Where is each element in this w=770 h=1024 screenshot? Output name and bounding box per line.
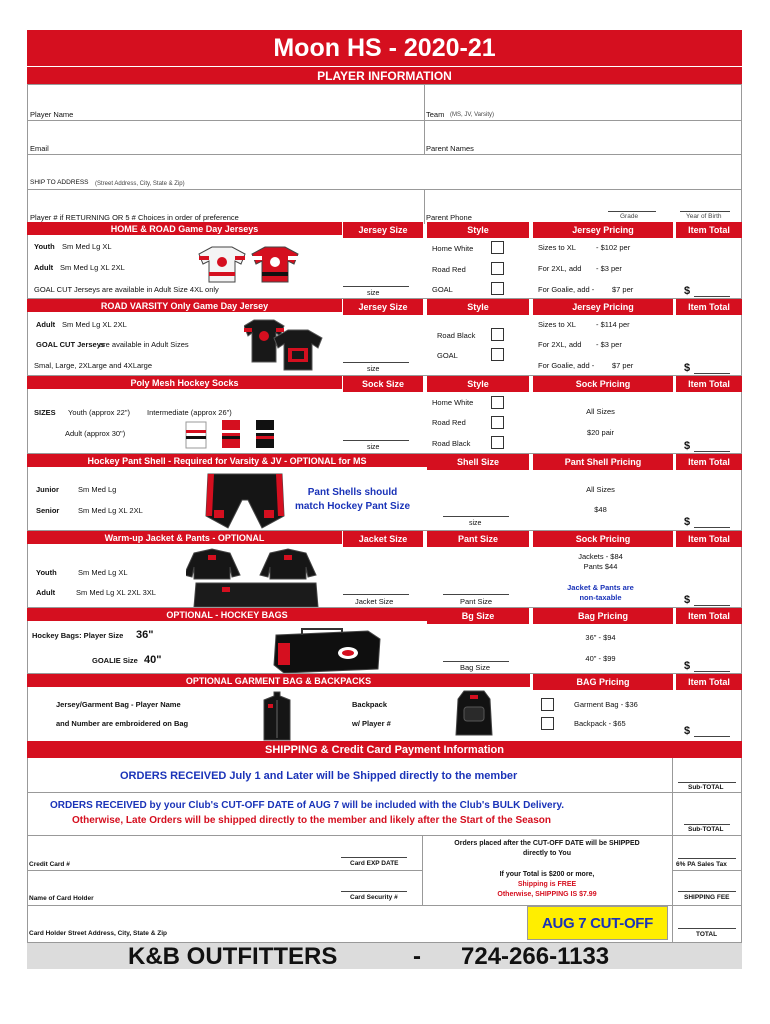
road-black-checkbox[interactable] <box>491 328 504 341</box>
road-red-checkbox[interactable] <box>491 416 504 429</box>
player-number-label[interactable]: Player # if RETURNING OR 5 # Choices in order of preference <box>30 213 239 222</box>
with-player-label: w/ Player # <box>352 719 391 728</box>
bag-pricing-title: Bag Pricing <box>577 611 628 621</box>
bag-size-label: Bag Size <box>460 663 491 672</box>
item-total-header <box>676 222 742 238</box>
youth-label: Youth <box>34 242 55 251</box>
style-title: Style <box>467 379 489 389</box>
bag-price-36: 36" - $94 <box>585 633 616 642</box>
style-road-black: Road Black <box>437 331 476 340</box>
adult-label: Adult <box>36 320 56 329</box>
goal-cut-note: GOAL CUT Jerseys are available in Adult Size 4XL only <box>34 285 219 294</box>
shell-price: $48 <box>594 505 607 514</box>
dollar-sign: $ <box>684 516 691 528</box>
jersey-size-title: Jersey Size <box>358 302 408 312</box>
item-total-title: Item Total <box>688 457 730 467</box>
card-address-label[interactable]: Card Holder Street Address, City, State & Zip <box>29 930 167 937</box>
card-security-input[interactable] <box>341 891 407 892</box>
team-label[interactable]: Team <box>426 110 445 119</box>
ship-to-label[interactable]: SHIP TO ADDRESS <box>30 179 89 186</box>
grade-label: Grade <box>620 213 639 220</box>
goal-checkbox[interactable] <box>491 348 504 361</box>
road-red-checkbox[interactable] <box>491 262 504 275</box>
size-label: size <box>367 290 380 297</box>
road-black-checkbox[interactable] <box>491 436 504 449</box>
jersey-image-red <box>250 244 300 284</box>
item-total-input[interactable] <box>694 605 730 606</box>
warmup-title: Warm-up Jacket & Pants - OPTIONAL <box>104 532 265 543</box>
garment-pricing-header <box>533 674 673 690</box>
jersey-pricing-title: Jersey Pricing <box>572 302 634 312</box>
jersey-image-black <box>244 316 324 372</box>
total-label: TOTAL <box>696 931 718 938</box>
sock-youth[interactable]: Youth (approx 22") <box>68 408 131 417</box>
price-goalie-add: For Goalie, add - <box>538 361 595 370</box>
dollar-sign: $ <box>684 725 691 737</box>
adult-sizes[interactable]: Sm Med Lg XL 2XL <box>62 320 127 329</box>
header-banner <box>27 30 742 66</box>
cutoff-note-2: directly to You <box>523 850 571 857</box>
jersey-size-header <box>343 222 423 238</box>
parent-names-label[interactable]: Parent Names <box>426 144 474 153</box>
tax-label: 6% PA Sales Tax <box>676 861 727 868</box>
price-2xl-add: For 2XL, add <box>538 264 582 273</box>
adult-label: Adult <box>36 588 56 597</box>
warmup-pricing-title: Sock Pricing <box>575 534 631 544</box>
pant-shell-pricing-title: Pant Shell Pricing <box>564 457 642 467</box>
size-label: size <box>367 444 380 451</box>
player-name-label[interactable]: Player Name <box>30 110 74 119</box>
shipping-message-3: Otherwise, Late Orders will be shipped directly to the member and likely after the Start of the Season <box>72 815 552 826</box>
pant-size-label: Pant Size <box>460 597 493 606</box>
col-line <box>672 758 673 943</box>
goal-checkbox[interactable] <box>491 282 504 295</box>
hockey-bag-image <box>272 627 382 675</box>
road-varsity-title: ROAD VARSITY Only Game Day Jersey <box>100 300 269 311</box>
bag-size-header <box>427 608 529 624</box>
card-security-label: Card Security # <box>350 894 398 901</box>
subtotal-label-2: Sub-TOTAL <box>688 826 724 833</box>
dollar-sign: $ <box>684 285 691 297</box>
dollar-sign: $ <box>684 594 691 606</box>
card-holder-label[interactable]: Name of Card Holder <box>29 895 94 902</box>
pant-shell-note-2: match Hockey Pant Size <box>294 501 411 512</box>
year-of-birth-label: Year of Birth <box>686 213 722 220</box>
warmup-jacket-image <box>186 545 326 609</box>
ship-to-hint: (Street Address, City, State & Zip) <box>95 181 185 187</box>
shell-size-header <box>427 454 529 470</box>
jersey-image-white <box>197 244 247 284</box>
price-goalie: $7 per <box>612 285 634 294</box>
jersey-size-header <box>343 299 423 315</box>
item-total-title: Item Total <box>688 677 730 687</box>
sock-size-title: Sock Size <box>361 379 405 389</box>
bag-price-40: 40" - $99 <box>585 654 616 663</box>
item-total-input[interactable] <box>694 671 730 672</box>
cutoff-note-1: Orders placed after the CUT-OFF DATE will be SHIPPED <box>454 840 640 847</box>
home-white-checkbox[interactable] <box>491 396 504 409</box>
price-sizes-to-xl: Sizes to XL <box>538 320 576 329</box>
backpack-checkbox[interactable] <box>541 717 554 730</box>
cutoff-badge-text: AUG 7 CUT-OFF <box>541 914 654 932</box>
col-line <box>424 189 425 224</box>
jersey-pricing-title: Jersey Pricing <box>572 225 634 235</box>
row-line <box>27 154 742 155</box>
pant-size-input[interactable] <box>443 594 509 595</box>
price-base: - $102 per <box>596 243 631 252</box>
garment-bag-title: OPTIONAL GARMENT BAG & BACKPACKS <box>185 675 372 686</box>
jacket-size-header <box>343 531 423 547</box>
style-header <box>427 222 529 238</box>
goalie-bag-size[interactable]: 40" <box>144 654 162 666</box>
item-total-header <box>676 376 742 392</box>
jersey-size-title: Jersey Size <box>358 225 408 235</box>
sock-intermediate[interactable]: Intermediate (approx 26") <box>147 408 232 417</box>
junior-label: Junior <box>36 485 59 494</box>
senior-sizes[interactable]: Sm Med Lg XL 2XL <box>78 506 143 515</box>
item-total-input[interactable] <box>694 736 730 737</box>
subtotal-input[interactable] <box>678 782 736 783</box>
style-header <box>427 299 529 315</box>
player-bag-size[interactable]: 36" <box>136 629 154 641</box>
item-total-title: Item Total <box>688 534 730 544</box>
garment-bag-price: Garment Bag - $36 <box>574 700 638 709</box>
garment-line-1: Jersey/Garment Bag - Player Name <box>56 700 181 709</box>
hockey-bags-bar <box>27 608 427 621</box>
style-road-red: Road Red <box>432 418 466 427</box>
sock-price-pair: $20 pair <box>586 428 615 437</box>
style-home-white: Home White <box>432 398 474 407</box>
jersey-pricing-header <box>533 299 673 315</box>
jersey-size-input[interactable] <box>343 286 409 287</box>
style-title: Style <box>467 225 489 235</box>
adult-label: Adult <box>34 263 54 272</box>
garment-bag-image <box>262 690 292 742</box>
item-total-header <box>676 454 742 470</box>
bag-size-title: Bg Size <box>461 611 495 621</box>
jersey-pricing-header <box>533 222 673 238</box>
price-2xl-add: For 2XL, add <box>538 340 582 349</box>
pant-shell-title: Hockey Pant Shell - Required for Varsity & JV - OPTIONAL for MS <box>87 455 367 466</box>
style-goal: GOAL <box>437 351 458 360</box>
non-taxable-note-1: Jacket & Pants are <box>567 583 634 592</box>
dollar-sign: $ <box>684 660 691 672</box>
shipping-message-2: ORDERS RECEIVED by your Club's CUT-OFF DATE of AUG 7 will be included with the Club's BULK Delivery. <box>50 800 565 811</box>
style-road-red: Road Red <box>432 265 466 274</box>
footer-dash: - <box>413 943 421 970</box>
card-exp-input[interactable] <box>341 857 407 858</box>
team-hint: (MS, JV, Varsity) <box>450 112 495 118</box>
size-label: size <box>367 366 380 373</box>
item-total-header <box>676 299 742 315</box>
email-label[interactable]: Email <box>30 144 49 153</box>
adult-sizes[interactable]: Sm Med Lg XL 2XL <box>60 263 125 272</box>
pant-size-title: Pant Size <box>457 534 498 544</box>
sock-adult[interactable]: Adult (approx 30") <box>65 429 126 438</box>
year-of-birth-line <box>680 211 730 212</box>
subtotal-label: Sub-TOTAL <box>688 784 724 791</box>
sock-image <box>184 418 284 450</box>
company-name: K&B OUTFITTERS <box>128 943 338 970</box>
item-total-header <box>676 608 742 624</box>
style-title: Style <box>467 302 489 312</box>
garment-bag-checkbox[interactable] <box>541 698 554 711</box>
warmup-pricing-header <box>533 531 673 547</box>
credit-card-label[interactable]: Credit Card # <box>29 861 70 868</box>
row-line <box>27 870 422 871</box>
shipping-bar <box>27 741 742 758</box>
footer-banner <box>27 943 742 969</box>
form-title: Moon HS - 2020-21 <box>273 33 496 62</box>
price-base: - $114 per <box>596 320 630 329</box>
total-input[interactable] <box>678 928 736 929</box>
player-info-bar <box>27 67 742 84</box>
shell-size-input[interactable] <box>443 516 509 517</box>
pant-shell-image <box>200 470 290 530</box>
item-total-title: Item Total <box>688 611 730 621</box>
item-total-input[interactable] <box>694 527 730 528</box>
item-total-header <box>676 674 742 690</box>
adult-sizes[interactable]: Sm Med Lg XL 2XL 3XL <box>76 588 156 597</box>
row-line <box>27 189 742 190</box>
col-line <box>424 84 425 154</box>
style-header <box>427 376 529 392</box>
shipping-fee-label: SHIPPING FEE <box>684 894 730 901</box>
pant-size-header <box>427 531 529 547</box>
shell-size-title: Shell Size <box>456 457 500 467</box>
pant-shell-pricing-header <box>533 454 673 470</box>
sock-size-header <box>343 376 423 392</box>
price-2xl: - $3 per <box>596 264 622 273</box>
pant-shell-note-1: Pant Shells should <box>307 487 398 498</box>
home-road-title: HOME & ROAD Game Day Jerseys <box>110 223 259 234</box>
jacket-size-label: Jacket Size <box>355 597 394 606</box>
jacket-price: Jackets - $84 <box>578 552 623 561</box>
style-home-white: Home White <box>432 244 474 253</box>
jersey-size-input[interactable] <box>343 362 409 363</box>
item-total-header <box>676 531 742 547</box>
home-road-bar <box>27 222 342 235</box>
bag-pricing-header <box>533 608 673 624</box>
shipping-title: SHIPPING & Credit Card Payment Information <box>265 743 504 756</box>
row-line <box>672 870 742 871</box>
shell-price-all-sizes: All Sizes <box>586 485 615 494</box>
goalie-bag-label: GOALIE Size <box>92 656 138 665</box>
sizes-label: SIZES <box>34 408 56 417</box>
garment-pricing-title: BAG Pricing <box>576 677 630 687</box>
price-sizes-to-xl: Sizes to XL <box>538 243 576 252</box>
youth-sizes[interactable]: Sm Med Lg XL <box>78 568 128 577</box>
parent-phone-label[interactable]: Parent Phone <box>426 213 472 222</box>
grade-line <box>608 211 656 212</box>
garment-bag-bar <box>27 674 530 687</box>
player-bag-label: Hockey Bags: Player Size <box>32 631 124 640</box>
sock-pricing-title: Sock Pricing <box>575 379 631 389</box>
item-total-title: Item Total <box>688 225 730 235</box>
backpack-price: Backpack - $65 <box>574 719 626 728</box>
shipping-message-1: ORDERS RECEIVED July 1 and Later will be Shipped directly to the member <box>120 770 518 782</box>
item-total-title: Item Total <box>688 379 730 389</box>
junior-sizes[interactable]: Sm Med Lg <box>78 485 117 494</box>
item-total-input[interactable] <box>694 451 730 452</box>
socks-bar <box>27 376 342 389</box>
sock-price-all-sizes: All Sizes <box>586 407 615 416</box>
row-line <box>27 792 742 793</box>
hockey-bags-title: OPTIONAL - HOCKEY BAGS <box>166 609 288 620</box>
backpack-image <box>454 689 494 737</box>
pants-price: Pants $44 <box>583 562 618 571</box>
item-total-input[interactable] <box>694 296 730 297</box>
socks-title: Poly Mesh Hockey Socks <box>130 377 239 388</box>
warmup-bar <box>27 531 342 544</box>
dollar-sign: $ <box>684 440 691 452</box>
card-exp-label: Card EXP DATE <box>350 860 399 867</box>
row-line <box>27 835 742 836</box>
youth-label: Youth <box>36 568 57 577</box>
bag-size-input[interactable] <box>443 661 509 662</box>
tax-input[interactable] <box>678 858 736 859</box>
free-shipping-2: Shipping is FREE <box>517 881 577 888</box>
subtotal-input-2[interactable] <box>684 824 730 825</box>
style-goal: GOAL <box>432 285 453 294</box>
item-total-input[interactable] <box>694 373 730 374</box>
price-2xl: - $3 per <box>596 340 622 349</box>
style-road-black: Road Black <box>432 439 471 448</box>
free-shipping-3: Otherwise, SHIPPING IS $7.99 <box>497 891 597 898</box>
price-goalie: $7 per <box>612 361 634 370</box>
shipping-fee-input[interactable] <box>678 891 736 892</box>
senior-label: Senior <box>36 506 60 515</box>
backpack-label: Backpack <box>352 700 388 709</box>
size-label: size <box>469 520 482 527</box>
free-shipping-1: If your Total is $200 or more, <box>499 871 595 878</box>
col-line <box>422 835 423 905</box>
dollar-sign: $ <box>684 362 691 374</box>
item-total-title: Item Total <box>688 302 730 312</box>
row-line <box>27 120 742 121</box>
goal-cut-note-rest: are available in Adult Sizes <box>99 340 189 349</box>
player-info-heading: PLAYER INFORMATION <box>317 68 452 83</box>
jacket-size-input[interactable] <box>343 594 409 595</box>
youth-sizes[interactable]: Sm Med Lg XL <box>62 242 112 251</box>
home-white-checkbox[interactable] <box>491 241 504 254</box>
goal-cut-sizes: Smal, Large, 2XLarge and 4XLarge <box>34 361 152 370</box>
cutoff-badge <box>527 906 668 940</box>
pant-shell-bar <box>27 454 427 467</box>
price-goalie-add: For Goalie, add - <box>538 285 595 294</box>
sock-size-input[interactable] <box>343 440 409 441</box>
garment-line-2: and Number are embroidered on Bag <box>56 719 189 728</box>
sock-pricing-header <box>533 376 673 392</box>
goal-cut-note-bold: GOAL CUT Jerseys <box>36 340 106 349</box>
road-varsity-bar <box>27 299 342 312</box>
company-phone: 724-266-1133 <box>461 943 610 970</box>
non-taxable-note-2: non-taxable <box>579 593 622 602</box>
jacket-size-title: Jacket Size <box>358 534 408 544</box>
